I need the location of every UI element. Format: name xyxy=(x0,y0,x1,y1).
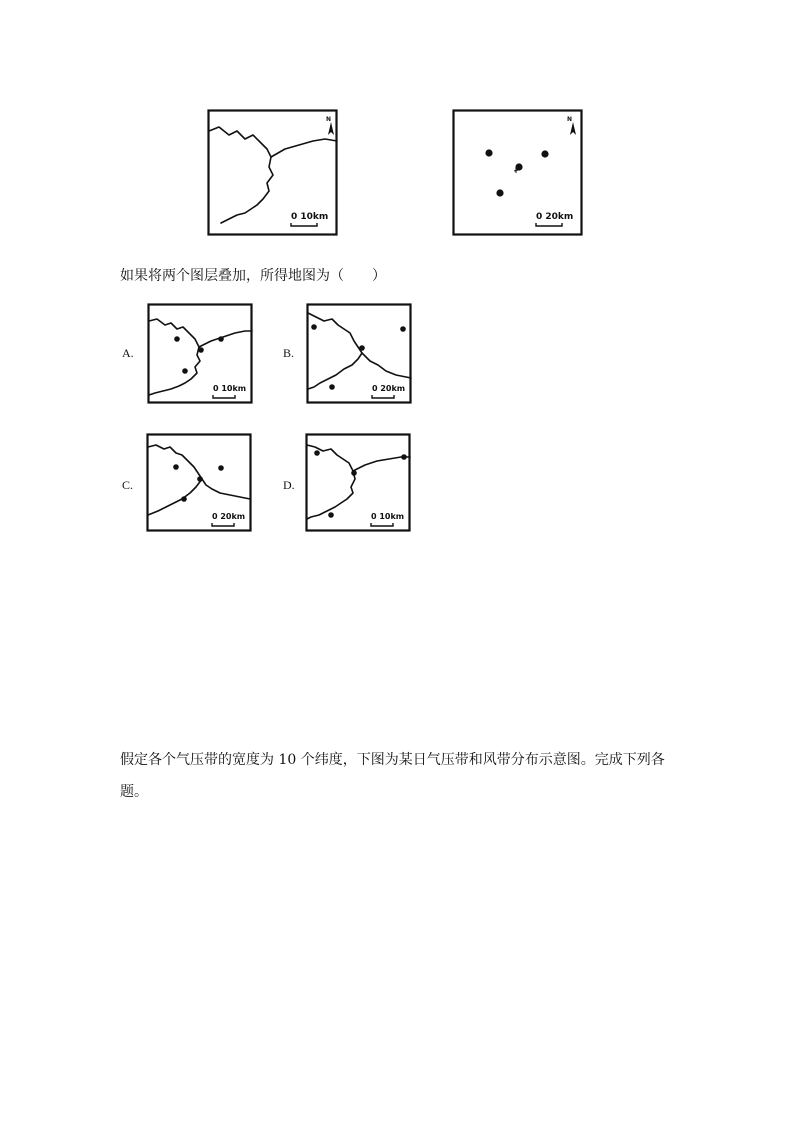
settlement-dot xyxy=(541,150,548,157)
settlement-dot xyxy=(197,476,203,482)
layer-map-rivers xyxy=(207,109,339,237)
settlement-dot xyxy=(351,470,357,476)
svg-text:N: N xyxy=(326,116,332,123)
settlement-dot xyxy=(182,368,188,374)
option-a-map[interactable] xyxy=(147,303,255,405)
option-c-label[interactable]: C. xyxy=(122,478,134,492)
settlement-dot xyxy=(174,336,180,342)
settlement-dot xyxy=(173,464,179,470)
settlement-dot xyxy=(485,149,492,156)
settlement-dot xyxy=(400,326,406,332)
option-c-map[interactable] xyxy=(146,433,254,533)
settlement-dot xyxy=(496,189,503,196)
settlement-dot xyxy=(198,347,204,353)
scale-label: 0 20km xyxy=(536,212,574,222)
settlement-dot xyxy=(359,345,365,351)
scale-label: 0 10km xyxy=(291,212,329,222)
option-a-label[interactable]: A. xyxy=(122,346,134,360)
scale-label: 0 10km xyxy=(371,512,405,521)
layer-map-settlements xyxy=(452,109,584,237)
svg-text:N: N xyxy=(567,116,573,123)
settlement-dot xyxy=(311,324,317,330)
settlement-dot xyxy=(401,454,407,460)
settlement-dot xyxy=(328,512,334,518)
settlement-dot xyxy=(218,465,224,471)
scale-label: 0 10km xyxy=(213,384,247,393)
option-b-map[interactable] xyxy=(306,303,414,405)
settlement-dot xyxy=(329,384,335,390)
settlement-dot xyxy=(314,450,320,456)
option-b-label[interactable]: B. xyxy=(283,346,295,360)
scale-label: 0 20km xyxy=(212,512,246,521)
option-d-map[interactable] xyxy=(305,433,413,533)
scale-label: 0 20km xyxy=(372,384,406,393)
question-stem: 假定各个气压带的宽度为 10 个纬度，下图为某日气压带和风带分布示意图。完成下列各题。 xyxy=(120,752,665,800)
question-stem: 如果将两个图层叠加，所得地图为（ ） xyxy=(120,268,386,284)
settlement-dot xyxy=(218,336,224,342)
option-d-label[interactable]: D. xyxy=(283,478,295,492)
settlement-dot xyxy=(181,496,187,502)
